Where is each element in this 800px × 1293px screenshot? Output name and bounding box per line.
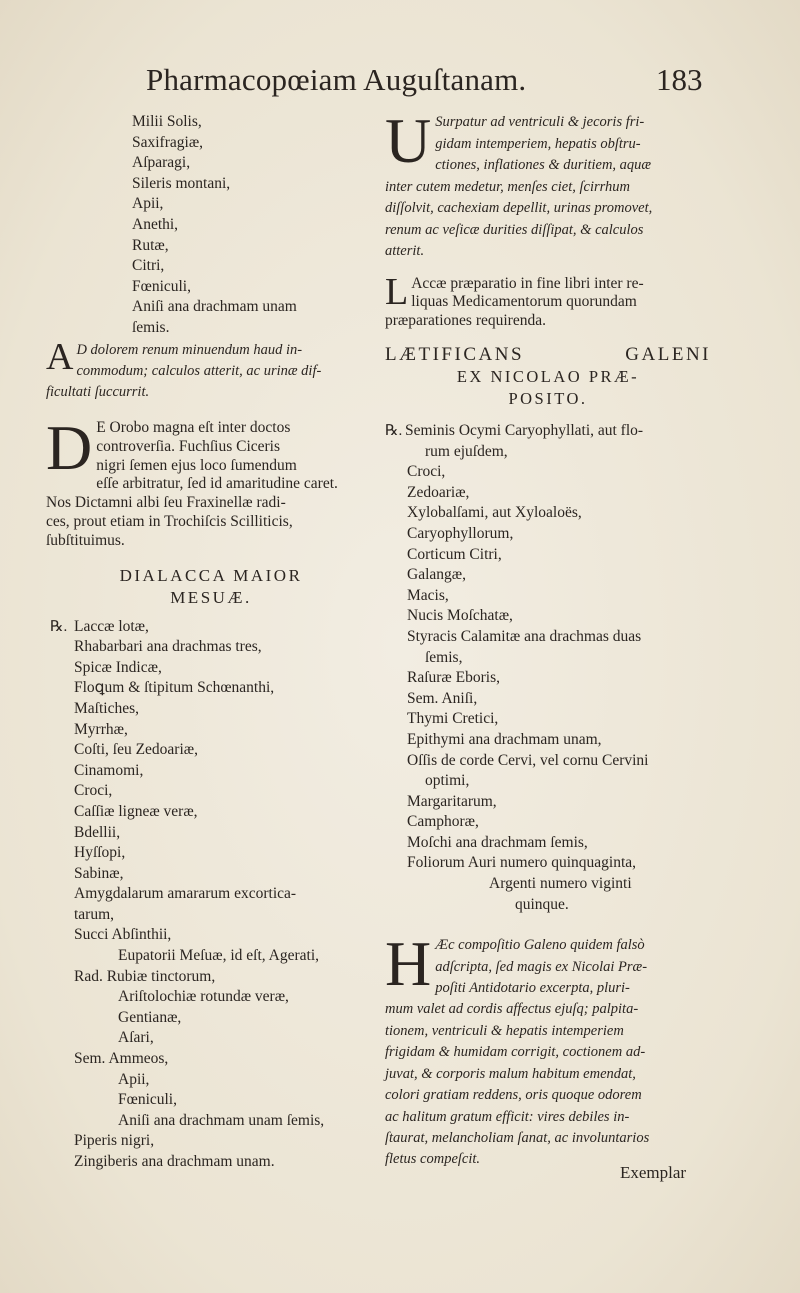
text-line: adſcripta, ſed magis ex Nicolai Præ-: [435, 958, 648, 975]
list-item: Croci,: [407, 463, 446, 481]
heading-line: MESUÆ.: [170, 587, 252, 607]
list-item: Floꝗum & ſtipitum Schœnanthi,: [74, 679, 275, 697]
text-line: inter cutem medetur, menſes ciet, ſcirrhum: [385, 178, 630, 195]
heading-line: EX NICOLAO PRÆ-: [456, 367, 640, 386]
list-item: Aſari,: [118, 1029, 154, 1047]
list-item: Sabinæ,: [74, 864, 124, 882]
list-item: Apii,: [132, 195, 164, 213]
text-line: colori gratiam reddens, oris quoque odorem: [385, 1087, 642, 1104]
list-item: Xylobalſami, aut Xyloaloës,: [407, 504, 582, 522]
text-line: ctiones, inflationes & duritiem, aquæ: [435, 157, 652, 173]
left-column: [46, 112, 376, 1173]
ingredient-list: [46, 617, 376, 1173]
list-item: Rhabarbari ana drachmas tres,: [74, 638, 262, 656]
list-item: Saxifragiæ,: [132, 133, 204, 151]
list-item: Zingiberis ana drachmam unam.: [74, 1153, 275, 1171]
list-item: Milii Solis,: [132, 113, 202, 130]
list-item: Sem. Aniſi,: [407, 689, 478, 707]
list-item: tarum,: [74, 905, 115, 923]
list-item: Epithymi ana drachmam unam,: [407, 730, 602, 748]
text-line: E Orobo magna eſt inter doctos: [96, 419, 291, 436]
drop-cap: D: [46, 412, 93, 483]
list-item: Zedoariæ,: [407, 483, 470, 501]
text-line: D dolorem renum minuendum haud in-: [76, 342, 303, 358]
text-line: atterit.: [385, 243, 425, 259]
list-item: quinque.: [515, 895, 569, 913]
list-item: Foliorum Auri numero quinquaginta,: [407, 854, 637, 872]
list-item: Coſti, ſeu Zedoariæ,: [74, 741, 198, 759]
list-item: Corticum Citri,: [407, 545, 502, 563]
commentary-note: [385, 928, 711, 1170]
list-item: Aniſi ana drachmam unam ſemis,: [118, 1111, 325, 1129]
list-item: Caſſiæ ligneæ veræ,: [74, 802, 198, 820]
list-item: Amygdalarum amararum excortica-: [74, 885, 297, 903]
list-item: Citri,: [132, 257, 165, 275]
text-line: Æc compoſitio Galeno quidem falsò: [435, 937, 645, 954]
recipe-symbol: ℞.: [50, 618, 68, 635]
text-line: gidam intemperiem, hepatis obſtru-: [435, 135, 641, 152]
recipe-heading: [46, 565, 376, 609]
list-item: Caryophyllorum,: [407, 524, 514, 542]
text-line: commodum; calculos atterit, ac urinæ dif-: [76, 363, 322, 379]
list-item: Cinamomi,: [74, 761, 144, 779]
text-line: ac halitum gratum efficit: vires debiles in-: [385, 1108, 630, 1125]
right-column: [385, 105, 711, 1171]
drop-cap: H: [385, 928, 432, 1000]
recipe-symbol: ℞.: [385, 423, 403, 439]
list-item: Rad. Rubiæ tinctorum,: [74, 967, 216, 985]
list-item: Spicæ Indicæ,: [74, 658, 162, 676]
text-line: frigidam & humidam corrigit, coctionem ad-: [385, 1044, 646, 1061]
heading-line: POSITO.: [508, 389, 588, 408]
drop-cap: L: [385, 270, 409, 313]
list-item: Oſſis de corde Cervi, vel cornu Cervini: [407, 751, 649, 769]
drop-cap: A: [46, 336, 74, 378]
text-line: ces, prout etiam in Trochiſcis Scilliticis,: [46, 512, 293, 530]
heading-line: LÆTIFICANS GALENI: [385, 344, 711, 365]
text-line: liquas Medicamentorum quorundam: [411, 293, 637, 310]
text-line: juvat, & corporis malum habitum emendat,: [385, 1065, 636, 1082]
list-item: Macis,: [407, 586, 449, 604]
text-line: renum ac veſicæ durities diſſipat, & calculos: [385, 221, 644, 238]
text-line: Accæ præparatio in fine libri inter re-: [411, 274, 644, 292]
page-number: 183: [656, 62, 703, 97]
list-item: Ariſtolochiæ rotundæ veræ,: [118, 988, 289, 1006]
list-item: Margaritarum,: [407, 792, 497, 810]
list-item: Eupatorii Meſuæ, id eſt, Agerati,: [118, 947, 320, 965]
drop-cap: U: [385, 105, 432, 176]
list-item: Rutæ,: [132, 236, 169, 254]
running-title: Pharmacopœiam Auguſtanam.: [146, 62, 527, 97]
list-item: Styracis Calamitæ ana drachmas duas: [407, 627, 642, 645]
list-item: Nucis Moſchatæ,: [407, 607, 513, 625]
commentary-note: [385, 105, 711, 263]
text-line: tionem, ventriculi & hepatis intemperiem: [385, 1022, 624, 1039]
text-line: diſſolvit, cachexiam depellit, urinas promovet,: [385, 200, 653, 216]
list-item: Bdellii,: [74, 823, 121, 841]
text-line: ficultati ſuccurrit.: [46, 384, 150, 400]
catchword: Exemplar: [620, 1163, 687, 1182]
list-item: Thymi Cretici,: [407, 710, 499, 728]
list-item: Maſtiches,: [74, 699, 139, 717]
text-line: poſiti Antidotario excerpta, pluri-: [435, 980, 630, 997]
list-item: Sileris montani,: [132, 174, 231, 192]
list-item: Anethi,: [132, 215, 179, 233]
list-item: Gentianæ,: [118, 1008, 182, 1026]
text-paragraph: [385, 270, 711, 331]
list-item: Fœniculi,: [132, 277, 191, 295]
list-item: Aſparagi,: [132, 154, 191, 172]
list-item: Laccæ lotæ,: [74, 617, 149, 635]
list-item: Moſchi ana drachmam ſemis,: [407, 833, 588, 851]
list-item: Camphoræ,: [407, 813, 479, 831]
recipe-heading: [385, 344, 711, 410]
list-item: Argenti numero viginti: [489, 875, 632, 893]
text-line: mum valet ad cordis affectus ejuſq; palpita-: [385, 1001, 639, 1018]
text-line: eſſe arbitratur, ſed id amaritudine caret.: [96, 475, 338, 493]
text-line: ſubſtituimus.: [46, 531, 125, 549]
text-line: nigri ſemen ejus loco ſumendum: [96, 456, 297, 474]
text-line: controverſia. Fuchſius Ciceris: [96, 437, 281, 455]
list-item: Sem. Ammeos,: [74, 1050, 169, 1068]
text-line: ſtaurat, melancholiam ſanat, ac involuntarios: [385, 1129, 650, 1146]
text-line: fletus compeſcit.: [385, 1151, 481, 1168]
text-paragraph: [46, 412, 376, 551]
heading-line: DIALACCA MAIOR: [119, 565, 303, 585]
ingredient-list: [46, 112, 376, 338]
list-item: optimi,: [425, 772, 470, 790]
list-item: ſemis.: [132, 318, 170, 336]
list-item: Galangæ,: [407, 566, 466, 584]
list-item: ſemis,: [425, 648, 463, 666]
list-item: Hyſſopi,: [74, 844, 126, 862]
list-item: Seminis Ocymi Caryophyllati, aut flo-: [405, 422, 644, 439]
list-item: Aniſi ana drachmam unam: [132, 298, 297, 316]
list-item: Raſuræ Eboris,: [407, 669, 500, 687]
list-item: Myrrhæ,: [74, 720, 128, 738]
list-item: Piperis nigri,: [74, 1132, 155, 1150]
list-item: Fœniculi,: [118, 1091, 177, 1109]
list-item: Apii,: [118, 1070, 150, 1088]
text-line: Surpatur ad ventriculi & jecoris fri-: [435, 114, 645, 130]
text-line: Nos Dictamni albi ſeu Fraxinellæ radi-: [46, 494, 286, 512]
list-item: Croci,: [74, 782, 113, 800]
list-item: Succi Abſinthii,: [74, 926, 172, 944]
list-item: rum ejuſdem,: [425, 442, 508, 460]
text-line: præparationes requirenda.: [385, 311, 546, 329]
ingredient-list: [385, 421, 711, 915]
commentary-note: [46, 336, 376, 403]
